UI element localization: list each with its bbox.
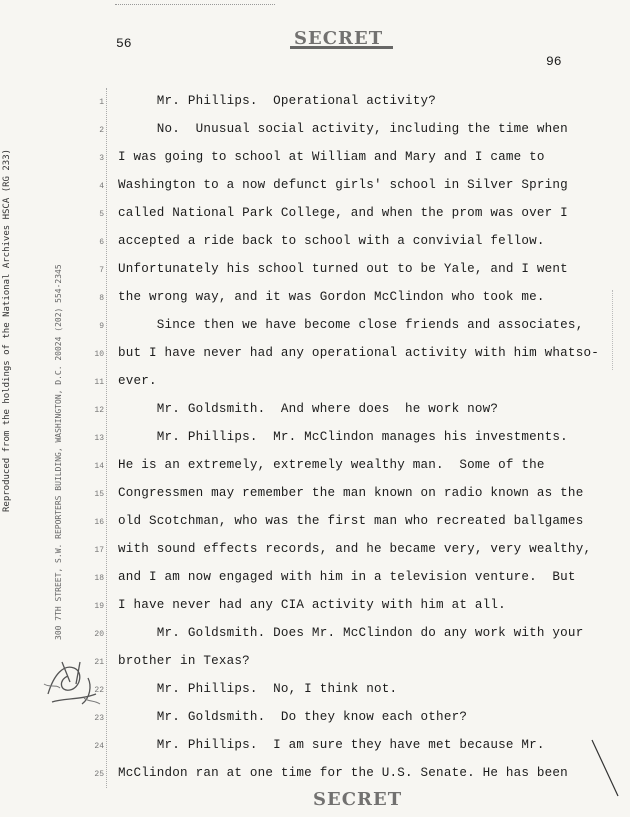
transcript-line: old Scotchman, who was the first man who recreated ballgames [118, 514, 584, 528]
classification-stamp-bottom: SECRET [313, 789, 403, 810]
transcript-line: I have never had any CIA activity with him at all. [118, 598, 506, 612]
transcript-line: I was going to school at William and Mary and I came to [118, 150, 545, 164]
transcript-line: brother in Texas? [118, 654, 250, 668]
line-number: 2 [99, 126, 104, 135]
line-number: 12 [94, 406, 104, 415]
archive-reproduction-notice: Reproduced from the holdings of the National Archives HSCA (RG 233) [2, 148, 12, 512]
transcript-line: accepted a ride back to school with a convivial fellow. [118, 234, 545, 248]
reporter-address: 300 7TH STREET, S.W. REPORTERS BUILDING, WASHINGTON, D.C. 20024 (202) 554-2345 [54, 264, 63, 640]
line-number: 11 [94, 378, 104, 387]
transcript-line: ever. [118, 374, 157, 388]
left-margin-rule [106, 88, 107, 788]
line-number: 5 [99, 210, 104, 219]
line-number: 7 [99, 266, 104, 275]
line-number: 22 [94, 686, 104, 695]
page-number-left: 56 [116, 36, 132, 51]
transcript-line: with sound effects records, and he became very, very wealthy, [118, 542, 592, 556]
transcript-line: Mr. Goldsmith. Do they know each other? [118, 710, 468, 724]
transcript-line: Mr. Phillips. I am sure they have met because Mr. [118, 738, 545, 752]
line-number: 8 [99, 294, 104, 303]
line-number: 23 [94, 714, 104, 723]
line-number: 21 [94, 658, 104, 667]
transcript-line: but I have never had any operational activity with him whatso- [118, 346, 599, 360]
transcript-line: Unfortunately his school turned out to be Yale, and I went [118, 262, 568, 276]
line-number: 18 [94, 574, 104, 583]
transcript-line: Mr. Goldsmith. Does Mr. McClindon do any work with your [118, 626, 584, 640]
line-number: 19 [94, 602, 104, 611]
page-number-right: 96 [546, 54, 562, 69]
handwritten-seal-mark [40, 654, 104, 712]
transcript-line: Mr. Phillips. Mr. McClindon manages his investments. [118, 430, 568, 444]
transcript-line: Mr. Phillips. No, I think not. [118, 682, 398, 696]
line-number: 14 [94, 462, 104, 471]
line-number: 10 [94, 350, 104, 359]
transcript-line: Congressmen may remember the man known on radio known as the [118, 486, 584, 500]
line-number: 6 [99, 238, 104, 247]
classification-stamp-top: SECRET [294, 28, 384, 49]
pen-stroke-mark [590, 738, 620, 798]
line-number: 15 [94, 490, 104, 499]
transcript-line: and I am now engaged with him in a television venture. But [118, 570, 576, 584]
line-number: 13 [94, 434, 104, 443]
transcript-line: McClindon ran at one time for the U.S. Senate. He has been [118, 766, 568, 780]
line-number: 9 [99, 322, 104, 331]
transcript-line: Mr. Goldsmith. And where does he work now? [118, 402, 499, 416]
transcript-line: Washington to a now defunct girls' school in Silver Spring [118, 178, 568, 192]
line-number: 24 [94, 742, 104, 751]
line-number: 25 [94, 770, 104, 779]
transcript-line: He is an extremely, extremely wealthy man. Some of the [118, 458, 545, 472]
transcript-line: the wrong way, and it was Gordon McClindon who took me. [118, 290, 545, 304]
line-number: 4 [99, 182, 104, 191]
line-number: 1 [99, 98, 104, 107]
transcript-line: Since then we have become close friends and associates, [118, 318, 584, 332]
right-margin-rule [612, 290, 613, 370]
line-number: 3 [99, 154, 104, 163]
transcript-line: called National Park College, and when the prom was over I [118, 206, 568, 220]
top-dotted-rule [115, 4, 275, 5]
transcript-line: Mr. Phillips. Operational activity? [118, 94, 437, 108]
transcript-line: No. Unusual social activity, including the time when [118, 122, 568, 136]
line-number: 16 [94, 518, 104, 527]
line-number: 20 [94, 630, 104, 639]
line-number: 17 [94, 546, 104, 555]
